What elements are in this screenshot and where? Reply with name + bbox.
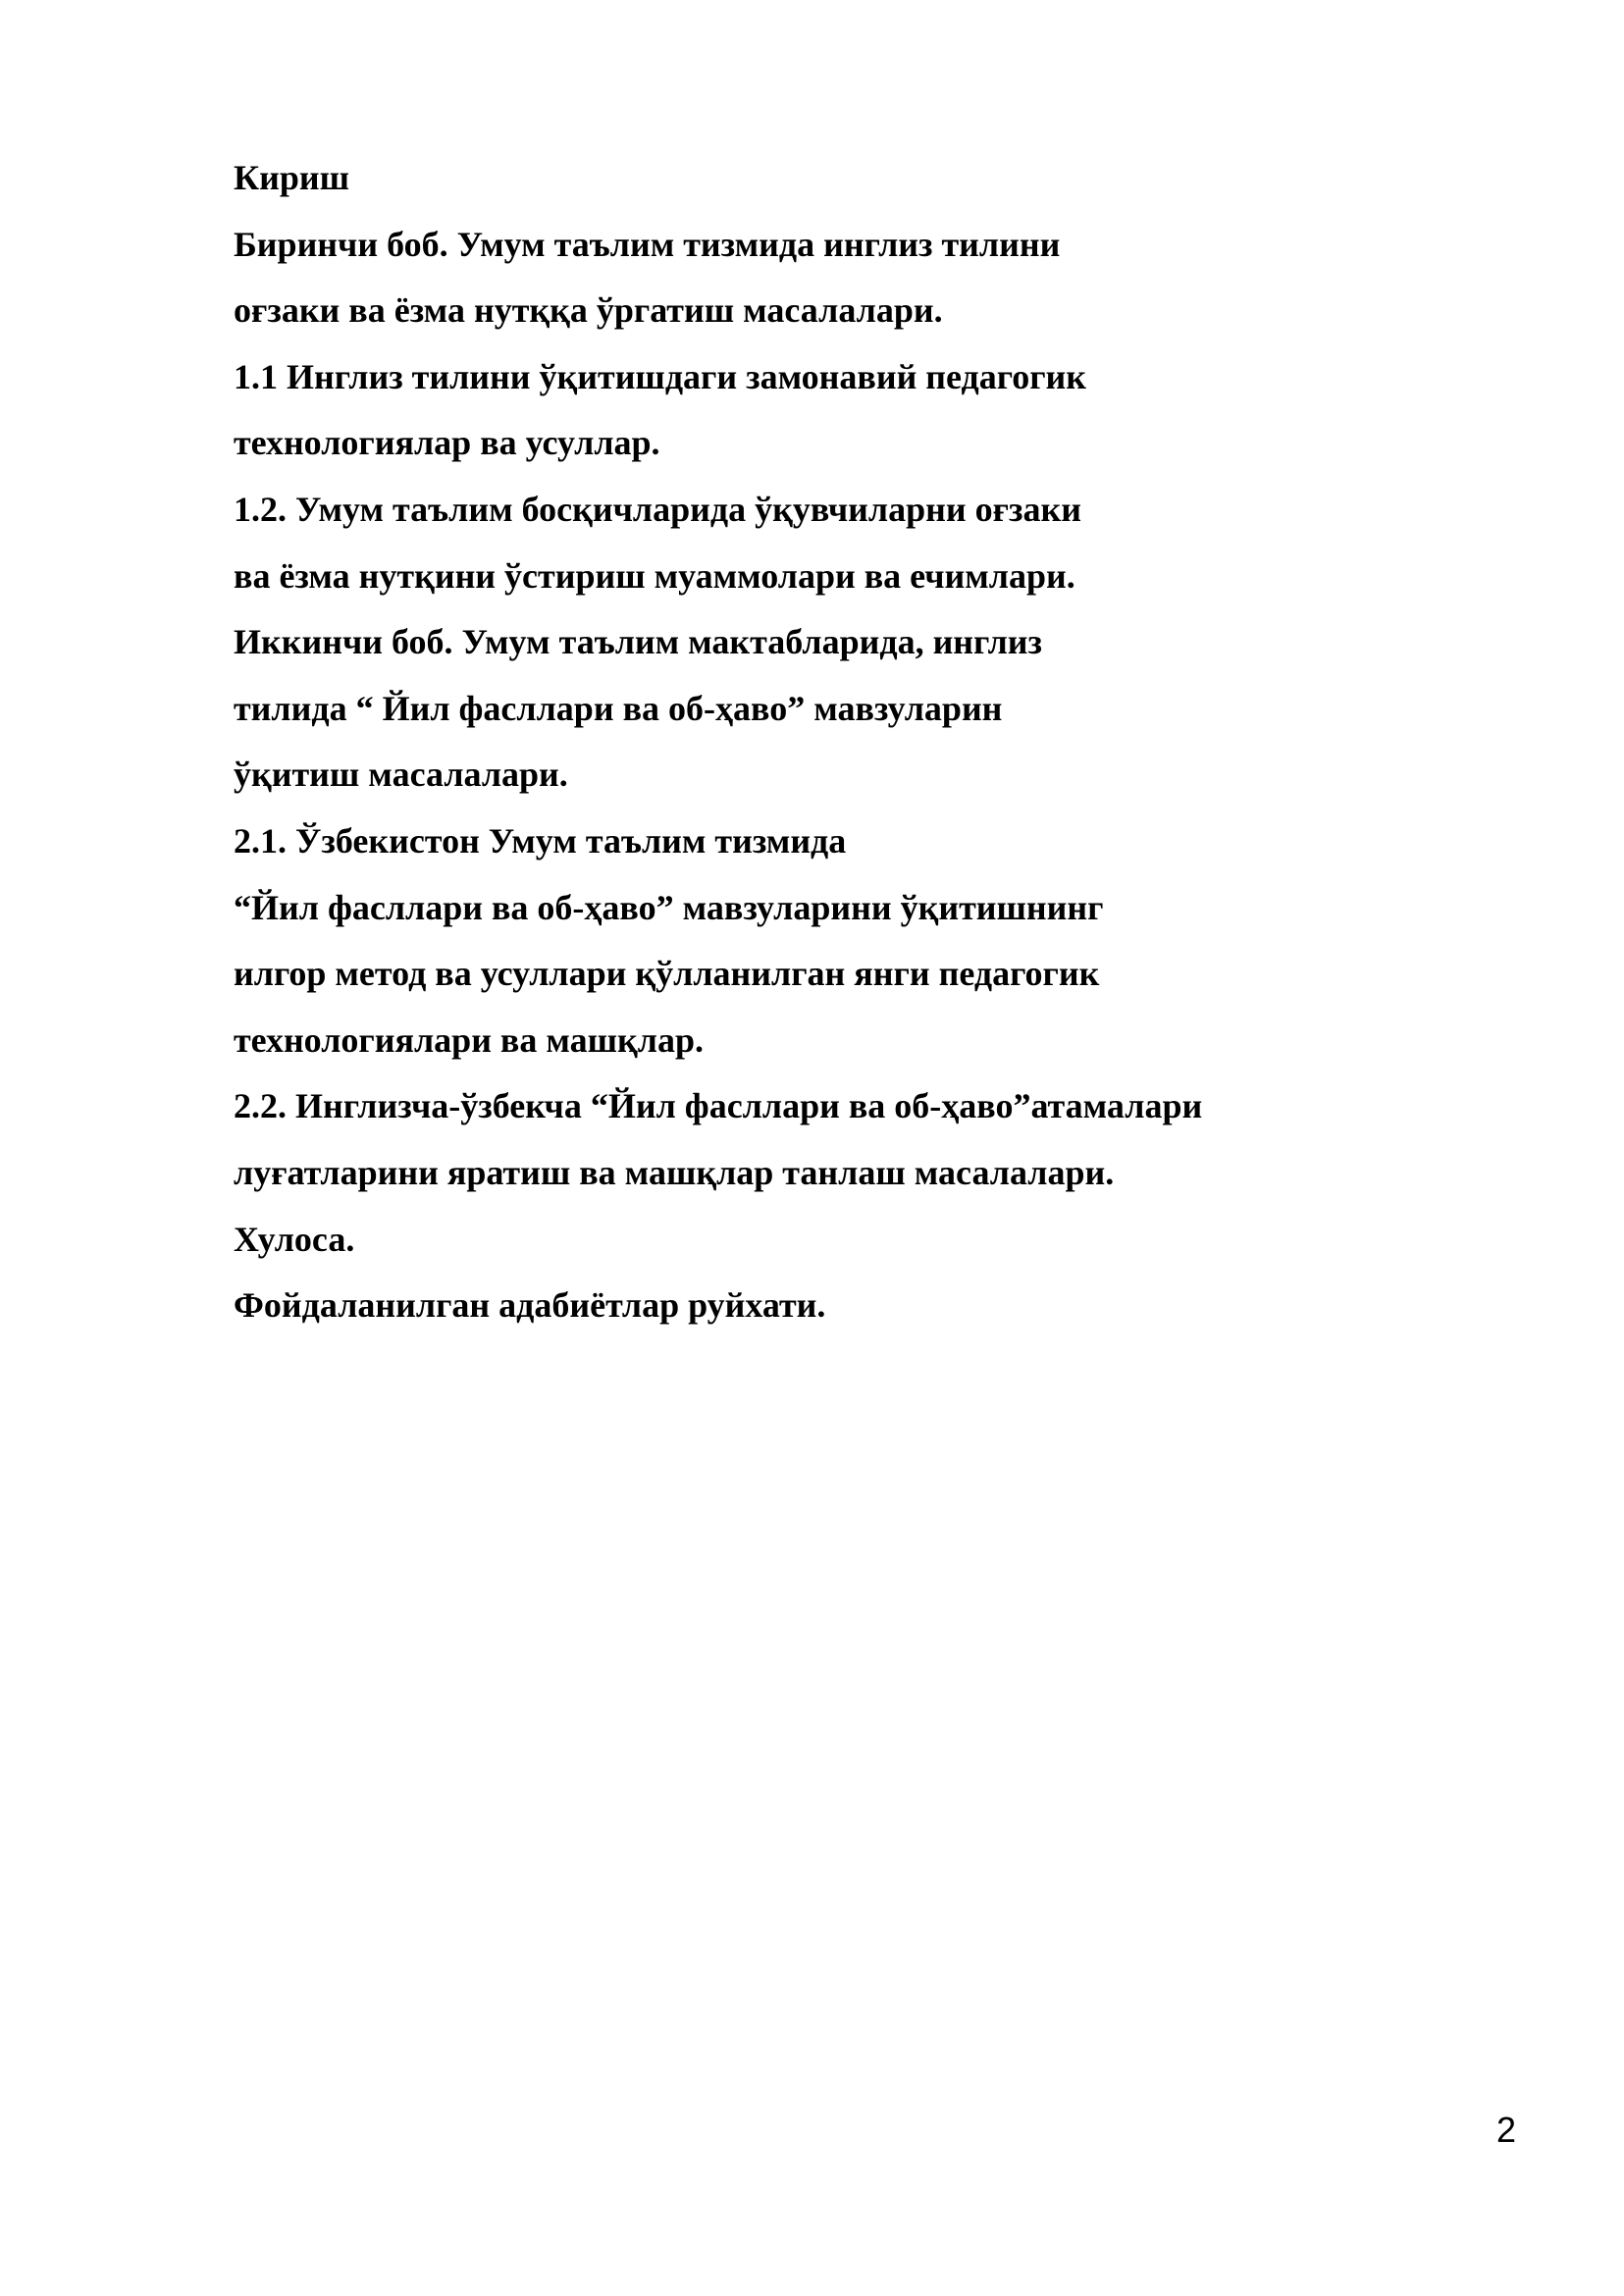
toc-line-conclusion: Хулоса. [234, 1219, 355, 1259]
toc-line-section-2-1-cont: “Йил фасллари ва об-ҳаво” мавзуларини ўқитишнинг [234, 887, 1104, 927]
toc-line-section-1-1-cont: технологиялар ва усуллар. [234, 423, 660, 463]
toc-line-section-2-2-cont: луғатларини яратиш ва машқлар танлаш масалалари. [234, 1152, 1115, 1192]
toc-line-references: Фойдаланилган адабиётлар руйхати. [234, 1285, 826, 1326]
toc-line-section-2-1-end: технологиялари ва машқлар. [234, 1019, 705, 1060]
toc-line-section-1-2: 1.2. Умум таълим босқичларида ўқувчиларни оғзаки [234, 489, 1081, 529]
toc-line-section-2-1-cont-2: илгор метод ва усуллари қўлланилган янги педагогик [234, 954, 1100, 994]
toc-line-introduction: Кириш [234, 158, 350, 197]
toc-line-chapter-2-title-end: ўқитиш масалалари. [234, 755, 568, 795]
page-number: 2 [1495, 2110, 1516, 2150]
toc-line-section-2-1: 2.1. Ўзбекистон Умум таълим тизмида [234, 820, 847, 861]
toc-line-section-2-2: 2.2. Инглизча-ўзбекча “Йил фасллари ва об-ҳаво”атамалари [234, 1086, 1203, 1126]
table-of-contents [234, 145, 1411, 1339]
toc-line-section-1-2-cont: ва ёзма нутқини ўстириш муаммолари ва ечимлари. [234, 555, 1075, 596]
toc-line-section-1-1: 1.1 Инглиз тилини ўқитишдаги замонавий педагогик [234, 356, 1087, 396]
toc-line-chapter-2-title-cont: тилида “ Йил фасллари ва об-ҳаво” мавзуларин [234, 688, 1003, 728]
toc-line-chapter-2-title: Иккинчи боб. Умум таълим мактабларида, инглиз [234, 622, 1042, 662]
toc-line-chapter-1-title-cont: оғзаки ва ёзма нутққа ўргатиш масалалари. [234, 290, 943, 331]
toc-line-chapter-1-title: Биринчи боб. Умум таълим тизмида инглиз тилини [234, 224, 1061, 264]
